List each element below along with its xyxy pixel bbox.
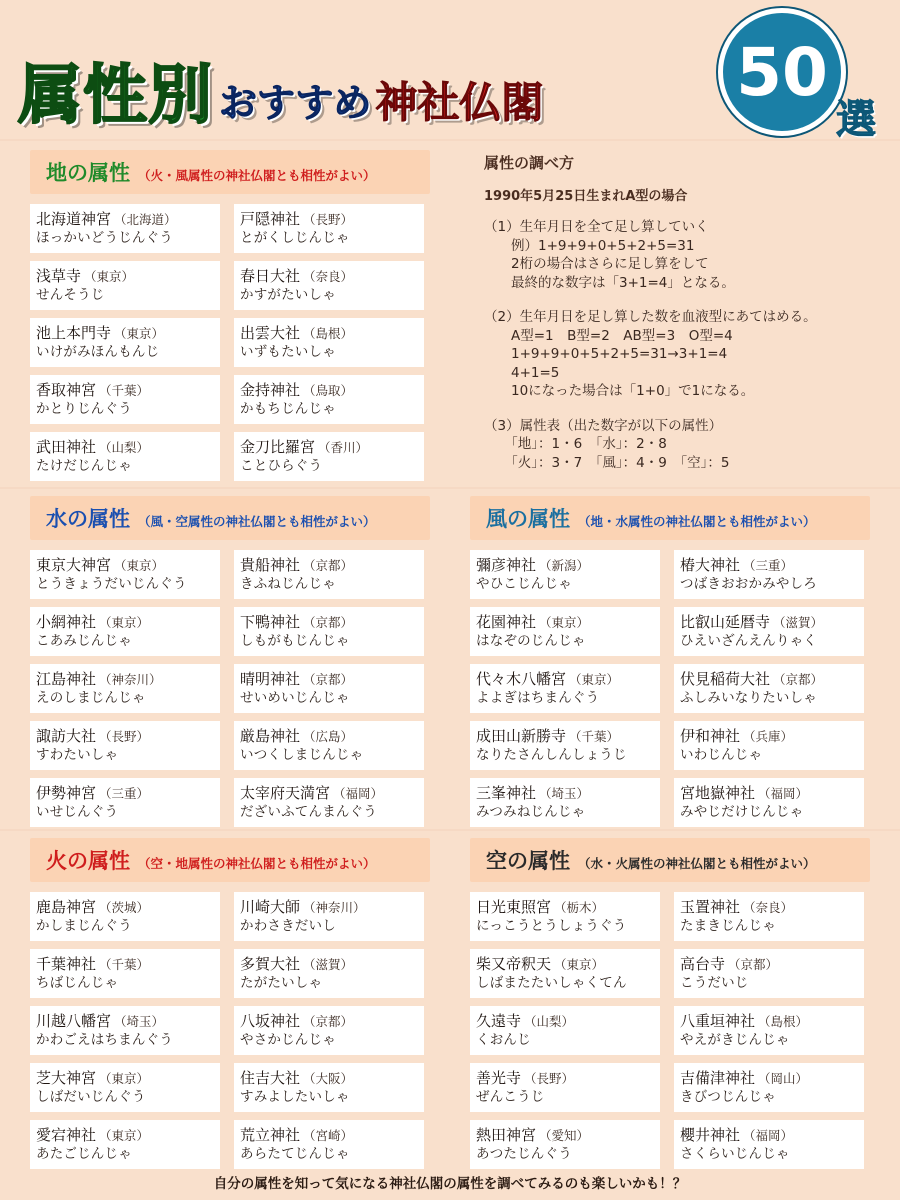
shrine-reading: あたごじんじゃ — [36, 1146, 132, 1162]
shrine-name: 日光東照宮 — [476, 898, 552, 916]
method-line: 2桁の場合はさらに足し算をして — [484, 256, 709, 272]
section-subtitle-water: （風・空属性の神社仏閣とも相性がよい） — [138, 514, 376, 529]
shrine-reading: こうだいじ — [680, 975, 749, 991]
shrine-grid-sky — [470, 892, 864, 1169]
shrine-name: 川越八幡宮 — [36, 1012, 112, 1030]
shrine-prefecture: （東京） — [554, 957, 605, 972]
shrine-card — [234, 375, 424, 424]
shrine-card — [30, 1120, 220, 1169]
shrine-prefecture: （東京） — [539, 615, 590, 630]
shrine-reading: よよぎはちまんぐう — [476, 690, 600, 706]
page-title — [18, 18, 718, 133]
shrine-card — [30, 949, 220, 998]
shrine-name: 伏見稲荷大社 — [680, 670, 771, 688]
shrine-reading: ことひらぐう — [240, 458, 323, 474]
shrine-card — [30, 550, 220, 599]
shrine-prefecture: （千葉） — [569, 729, 620, 744]
shrine-prefecture: （神奈川） — [99, 672, 162, 687]
badge-number: 50 — [736, 33, 828, 111]
shrine-reading: さくらいじんじゃ — [680, 1146, 790, 1162]
shrine-name: 金刀比羅宮 — [240, 438, 316, 456]
shrine-name: 厳島神社 — [240, 727, 301, 745]
shrine-prefecture: （北海道） — [114, 212, 177, 227]
shrine-name: 小網神社 — [36, 613, 97, 631]
section-header-water — [30, 496, 430, 540]
shrine-card — [30, 1063, 220, 1112]
shrine-name: 八重垣神社 — [680, 1012, 756, 1030]
section-title-water: 水の属性 — [46, 507, 130, 531]
shrine-name: 北海道神宮 — [36, 210, 112, 228]
shrine-reading: みやじだけじんじゃ — [680, 804, 804, 820]
shrine-prefecture: （京都） — [303, 615, 354, 630]
shrine-prefecture: （大阪） — [303, 1071, 354, 1086]
shrine-prefecture: （三重） — [99, 786, 150, 801]
section-title-fire: 火の属性 — [46, 849, 130, 873]
shrine-reading: たけだじんじゃ — [36, 458, 132, 474]
section-title-earth: 地の属性 — [46, 161, 130, 185]
shrine-name: 戸隠神社 — [240, 210, 301, 228]
shrine-card — [674, 1120, 864, 1169]
shrine-card — [234, 550, 424, 599]
method-line: 「火」：3・7 「風」：4・9 「空」：5 — [484, 454, 730, 471]
shrine-prefecture: （長野） — [524, 1071, 575, 1086]
shrine-prefecture: （東京） — [569, 672, 620, 687]
shrine-prefecture: （東京） — [114, 558, 165, 573]
shrine-card — [30, 778, 220, 827]
section-title-wind: 風の属性 — [486, 507, 570, 531]
method-heading: 属性の調べ方 — [484, 154, 575, 172]
shrine-reading: しばだいじんぐう — [36, 1089, 146, 1105]
shrine-name: 多賀大社 — [240, 955, 301, 973]
shrine-card — [470, 550, 660, 599]
shrine-prefecture: （福岡） — [333, 786, 384, 801]
method-line: （1）生年月日を全て足し算していく — [484, 219, 709, 235]
shrine-name: 貴船神社 — [240, 556, 301, 574]
shrine-card — [234, 318, 424, 367]
shrine-reading: しもがもじんじゃ — [240, 633, 350, 649]
shrine-reading: たがたいしゃ — [240, 975, 323, 991]
shrine-name: 高台寺 — [680, 955, 726, 973]
shrine-prefecture: （鳥取） — [303, 383, 354, 398]
shrine-name: 彌彦神社 — [476, 556, 537, 574]
shrine-grid-wind — [470, 550, 864, 827]
shrine-prefecture: （滋賀） — [773, 615, 824, 630]
shrine-card — [30, 892, 220, 941]
shrine-prefecture: （千葉） — [99, 957, 150, 972]
shrine-prefecture: （京都） — [303, 672, 354, 687]
method-line: 1+9+9+0+5+2+5=31→3+1=4 — [484, 346, 728, 362]
shrine-name: 成田山新勝寺 — [476, 727, 567, 745]
shrine-reading: あつたじんぐう — [476, 1146, 572, 1162]
shrine-name: 香取神宮 — [36, 381, 97, 399]
shrine-card — [674, 949, 864, 998]
shrine-name: 武田神社 — [36, 438, 97, 456]
shrine-prefecture: （広島） — [303, 729, 354, 744]
shrine-reading: かもちじんじゃ — [240, 401, 336, 417]
shrine-prefecture: （兵庫） — [743, 729, 794, 744]
badge-suffix: 選 — [836, 97, 876, 143]
shrine-reading: やひこじんじゃ — [476, 576, 572, 592]
shrine-card — [30, 432, 220, 481]
shrine-name: 池上本門寺 — [36, 324, 112, 342]
shrine-card — [674, 1063, 864, 1112]
title-part2: おすすめ — [219, 81, 372, 125]
shrine-card — [30, 318, 220, 367]
method-line: （2）生年月日を足し算した数を血液型にあてはめる。 — [484, 309, 817, 325]
shrine-reading: かわごえはちまんぐう — [36, 1032, 173, 1048]
shrine-name: 鹿島神宮 — [36, 898, 97, 916]
shrine-card — [470, 1006, 660, 1055]
shrine-name: 三峯神社 — [476, 784, 537, 802]
section-header-wind — [470, 496, 870, 540]
shrine-reading: くおんじ — [476, 1032, 531, 1048]
count-badge — [718, 8, 846, 136]
shrine-reading: かしまじんぐう — [36, 918, 132, 934]
shrine-card — [234, 1006, 424, 1055]
shrine-prefecture: （千葉） — [99, 383, 150, 398]
method-line: 例）1+9+9+0+5+2+5=31 — [484, 237, 695, 254]
shrine-reading: せいめいじんじゃ — [240, 690, 350, 706]
shrine-reading: とうきょうだいじんぐう — [36, 576, 187, 592]
shrine-name: 八坂神社 — [240, 1012, 301, 1030]
shrine-card — [30, 375, 220, 424]
shrine-name: 愛宕神社 — [36, 1126, 97, 1144]
method-line: A型=1 B型=2 AB型=3 O型=4 — [484, 327, 733, 344]
shrine-card — [234, 949, 424, 998]
method-example: 1990年5月25日生まれA型の場合 — [484, 189, 688, 204]
method-line — [484, 401, 866, 417]
shrine-name: 伊和神社 — [680, 727, 741, 745]
shrine-name: 出雲大社 — [240, 324, 301, 342]
shrine-name: 玉置神社 — [680, 898, 741, 916]
shrine-card — [470, 1063, 660, 1112]
shrine-prefecture: （新潟） — [539, 558, 590, 573]
shrine-name: 熱田神宮 — [476, 1126, 537, 1144]
shrine-name: 春日大社 — [240, 267, 301, 285]
shrine-card — [234, 1063, 424, 1112]
shrine-prefecture: （長野） — [303, 212, 354, 227]
shrine-name: 晴明神社 — [240, 670, 301, 688]
shrine-reading: みつみねじんじゃ — [476, 804, 586, 820]
shrine-reading: やさかじんじゃ — [240, 1032, 336, 1048]
shrine-name: 千葉神社 — [36, 955, 97, 973]
shrine-card — [234, 261, 424, 310]
shrine-name: 花園神社 — [476, 613, 537, 631]
shrine-reading: いわじんじゃ — [680, 747, 763, 763]
shrine-name: 柴又帝釈天 — [476, 955, 552, 973]
shrine-card — [234, 432, 424, 481]
section-header-fire — [30, 838, 430, 882]
shrine-prefecture: （東京） — [99, 1071, 150, 1086]
shrine-reading: だざいふてんまんぐう — [240, 804, 377, 820]
shrine-card — [234, 778, 424, 827]
shrine-reading: つばきおおかみやしろ — [680, 576, 817, 592]
method-line: 「地」：1・6 「水」：2・8 — [484, 436, 667, 452]
shrine-grid-fire — [30, 892, 424, 1169]
shrine-name: 吉備津神社 — [680, 1069, 756, 1087]
shrine-prefecture: （東京） — [99, 615, 150, 630]
shrine-reading: きびつじんじゃ — [680, 1089, 776, 1105]
shrine-card — [30, 261, 220, 310]
shrine-prefecture: （京都） — [303, 558, 354, 573]
shrine-reading: ふしみいなりたいしゃ — [680, 690, 817, 706]
section-header-sky — [470, 838, 870, 882]
shrine-reading: たまきじんじゃ — [680, 918, 776, 934]
shrine-reading: ひえいざんえんりゃく — [680, 633, 817, 649]
shrine-prefecture: （栃木） — [554, 900, 605, 915]
footer-note: 自分の属性を知って気になる神社仏閣の属性を調べてみるのも楽しいかも！？ — [213, 1176, 687, 1192]
shrine-name: 椿大神社 — [680, 556, 741, 574]
shrine-card — [674, 721, 864, 770]
shrine-card — [30, 1006, 220, 1055]
shrine-prefecture: （滋賀） — [303, 957, 354, 972]
shrine-prefecture: （島根） — [303, 326, 354, 341]
shrine-card — [674, 778, 864, 827]
shrine-reading: かすがたいしゃ — [240, 287, 336, 303]
title-part1: 属性別 — [18, 59, 213, 133]
method-line — [484, 292, 866, 308]
shrine-prefecture: （埼玉） — [539, 786, 590, 801]
shrine-card — [30, 664, 220, 713]
shrine-card — [30, 607, 220, 656]
shrine-name: 太宰府天満宮 — [240, 784, 331, 802]
method-line: 4+1=5 — [484, 364, 560, 381]
shrine-reading: にっこうとうしょうぐう — [476, 918, 627, 934]
shrine-name: 比叡山延暦寺 — [680, 613, 771, 631]
shrine-name: 代々木八幡宮 — [476, 670, 567, 688]
shrine-prefecture: （埼玉） — [114, 1014, 165, 1029]
shrine-prefecture: （福岡） — [758, 786, 809, 801]
shrine-card — [234, 204, 424, 253]
shrine-reading: すわたいしゃ — [36, 747, 119, 763]
shrine-card — [470, 607, 660, 656]
shrine-reading: しばまたたいしゃくてん — [476, 975, 627, 991]
shrine-grid-water — [30, 550, 424, 827]
shrine-prefecture: （島根） — [758, 1014, 809, 1029]
shrine-card — [674, 892, 864, 941]
shrine-prefecture: （東京） — [99, 1128, 150, 1143]
shrine-card — [470, 949, 660, 998]
section-subtitle-fire: （空・地属性の神社仏閣とも相性がよい） — [138, 856, 376, 871]
section-subtitle-sky: （水・火属性の神社仏閣とも相性がよい） — [578, 856, 816, 871]
shrine-reading: とがくしじんじゃ — [240, 230, 350, 246]
shrine-card — [470, 1120, 660, 1169]
shrine-reading: かとりじんぐう — [36, 401, 132, 417]
shrine-prefecture: （福岡） — [743, 1128, 794, 1143]
shrine-prefecture: （愛知） — [539, 1128, 590, 1143]
shrine-name: 伊勢神宮 — [36, 784, 97, 802]
shrine-prefecture: （奈良） — [303, 269, 354, 284]
shrine-reading: えのしまじんじゃ — [36, 690, 146, 706]
shrine-reading: いつくしまじんじゃ — [240, 747, 364, 763]
shrine-prefecture: （長野） — [99, 729, 150, 744]
shrine-prefecture: （東京） — [84, 269, 135, 284]
shrine-card — [30, 204, 220, 253]
method-line: 最終的な数字は「3+1=4」となる。 — [484, 274, 735, 291]
shrine-reading: ほっかいどうじんぐう — [36, 230, 173, 246]
shrine-card — [30, 721, 220, 770]
shrine-name: 下鴨神社 — [240, 613, 301, 631]
shrine-prefecture: （京都） — [773, 672, 824, 687]
shrine-name: 久遠寺 — [476, 1012, 522, 1030]
shrine-card — [234, 1120, 424, 1169]
shrine-card — [234, 721, 424, 770]
method-lines — [484, 218, 866, 472]
shrine-name: 櫻井神社 — [680, 1126, 741, 1144]
shrine-name: 川崎大師 — [240, 898, 301, 916]
shrine-reading: かわさきだいし — [240, 918, 336, 934]
shrine-name: 荒立神社 — [240, 1126, 301, 1144]
shrine-reading: いせじんぐう — [36, 804, 119, 820]
method-line: （3）属性表（出た数字が以下の属性） — [484, 417, 723, 434]
shrine-prefecture: （三重） — [743, 558, 794, 573]
shrine-card — [674, 664, 864, 713]
shrine-name: 東京大神宮 — [36, 556, 112, 574]
shrine-name: 諏訪大社 — [36, 727, 97, 745]
shrine-prefecture: （茨城） — [99, 900, 150, 915]
shrine-card — [674, 607, 864, 656]
shrine-reading: いずもたいしゃ — [240, 344, 336, 360]
shrine-card — [470, 778, 660, 827]
shrine-prefecture: （宮崎） — [303, 1128, 354, 1143]
shrine-reading: なりたさんしんしょうじ — [476, 747, 627, 763]
shrine-card — [234, 607, 424, 656]
shrine-prefecture: （奈良） — [743, 900, 794, 915]
method-panel — [470, 144, 880, 482]
shrine-reading: あらたてじんじゃ — [240, 1146, 350, 1162]
shrine-reading: すみよしたいしゃ — [240, 1089, 350, 1105]
shrine-card — [674, 550, 864, 599]
shrine-reading: こあみじんじゃ — [36, 633, 132, 649]
shrine-name: 住吉大社 — [240, 1069, 301, 1087]
section-header-earth — [30, 150, 430, 194]
method-line: 10になった場合は「1+0」で1になる。 — [484, 383, 755, 399]
shrine-reading: きふねじんじゃ — [240, 576, 336, 592]
section-subtitle-earth: （火・風属性の神社仏閣とも相性がよい） — [138, 168, 376, 183]
section-title-sky: 空の属性 — [486, 849, 570, 873]
shrine-grid-earth — [30, 204, 424, 481]
shrine-prefecture: （東京） — [114, 326, 165, 341]
shrine-card — [234, 664, 424, 713]
section-subtitle-wind: （地・水属性の神社仏閣とも相性がよい） — [578, 514, 816, 529]
shrine-name: 金持神社 — [240, 381, 301, 399]
shrine-prefecture: （岡山） — [758, 1071, 809, 1086]
shrine-prefecture: （京都） — [303, 1014, 354, 1029]
shrine-card — [470, 721, 660, 770]
shrine-prefecture: （山梨） — [524, 1014, 575, 1029]
shrine-prefecture: （京都） — [728, 957, 779, 972]
shrine-prefecture: （香川） — [318, 440, 369, 455]
shrine-reading: いけがみほんもんじ — [36, 344, 160, 360]
shrine-card — [234, 892, 424, 941]
shrine-name: 善光寺 — [476, 1069, 522, 1087]
shrine-card — [470, 892, 660, 941]
shrine-prefecture: （山梨） — [99, 440, 150, 455]
title-part3: 神社仏閣 — [375, 78, 544, 127]
shrine-card — [470, 664, 660, 713]
shrine-name: 浅草寺 — [36, 267, 82, 285]
shrine-reading: ぜんこうじ — [476, 1089, 545, 1105]
shrine-reading: せんそうじ — [36, 287, 105, 303]
shrine-name: 江島神社 — [36, 670, 97, 688]
shrine-name: 宮地嶽神社 — [680, 784, 756, 802]
shrine-reading: はなぞのじんじゃ — [476, 633, 586, 649]
shrine-reading: ちばじんじゃ — [36, 975, 119, 991]
shrine-prefecture: （神奈川） — [303, 900, 366, 915]
shrine-card — [674, 1006, 864, 1055]
shrine-reading: やえがきじんじゃ — [680, 1032, 790, 1048]
shrine-name: 芝大神宮 — [36, 1069, 97, 1087]
